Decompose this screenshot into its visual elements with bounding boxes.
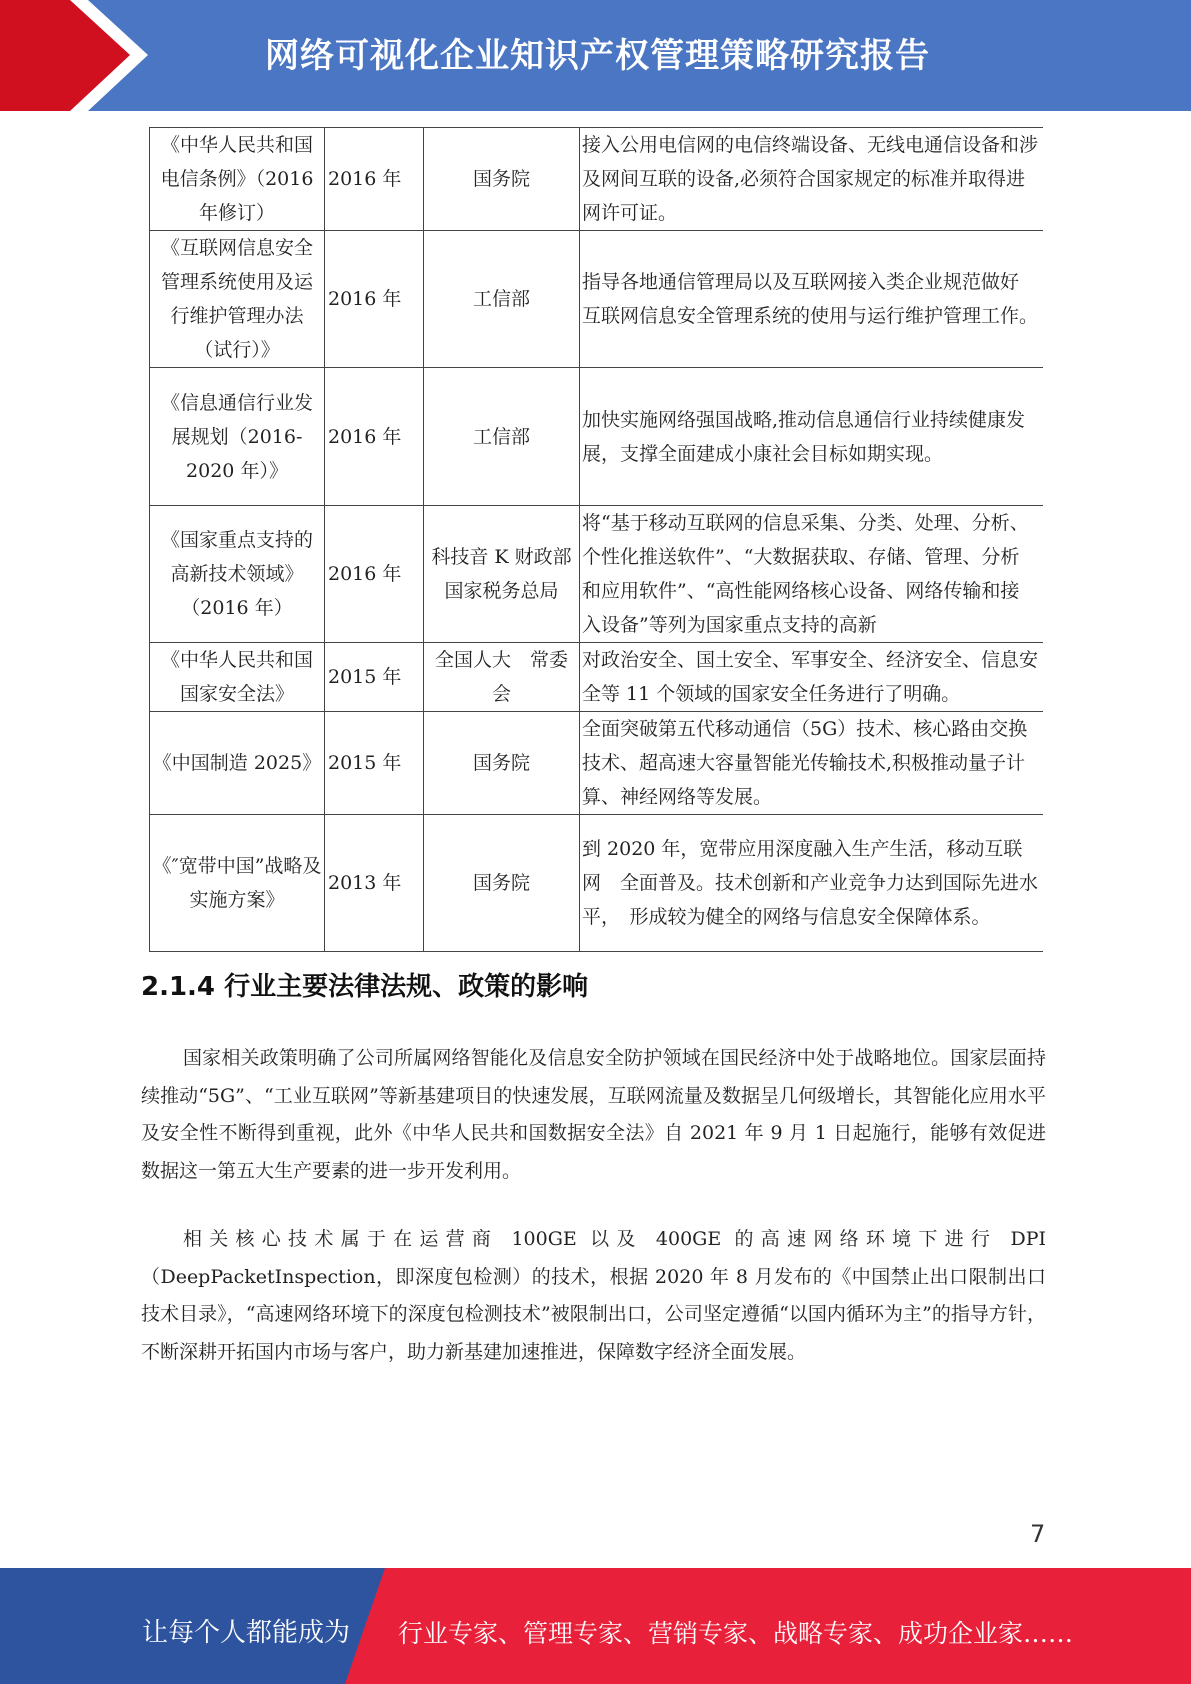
- policy-name: 《国家重点支持的高新技术领域》（2016 年）: [150, 506, 325, 643]
- policy-name: 《信息通信行业发展规划（2016-2020 年）》: [150, 368, 325, 506]
- policy-department: 国务院: [424, 712, 580, 815]
- policy-table: [149, 127, 1058, 952]
- table-row: [150, 506, 1043, 643]
- policy-department: 工信部: [424, 231, 580, 368]
- footer-slogan-left: 让每个人都能成为: [142, 1618, 351, 1648]
- table-row: [150, 712, 1043, 815]
- page-number: 7: [1030, 1520, 1046, 1548]
- table-row: [150, 231, 1043, 368]
- body-paragraph: 国家相关政策明确了公司所属网络智能化及信息安全防护领域在国民经济中处于战略地位。国家层面持续推动“5G”、“工业互联网”等新基建项目的快速发展，互联网流量及数据呈几何级增长，其智能化应用水平及安全性不断得到重视，此外《中华人民共和国数据安全法》自 2021 年 9 月 1 日起施行，能够有效促进数据这一第五大生产要素的进一步开发利用。: [141, 1047, 1046, 1182]
- policy-description: 对政治安全、国土安全、军事安全、经济安全、信息安 全等 11 个领域的国家安全任务进行了明确。: [580, 643, 1043, 712]
- policy-description: 全面突破第五代移动通信（5G）技术、核心路由交换 技术、超高速大容量智能光传输技术,积极推动量子计 算、神经网络等发展。: [580, 712, 1043, 815]
- page-header: [0, 0, 1191, 111]
- page-footer: [0, 1568, 1191, 1684]
- policy-year: 2015 年: [325, 643, 424, 712]
- table-row: [150, 815, 1043, 952]
- policy-description: 加快实施网络强国战略,推动信息通信行业持续健康发 展，支撑全面建成小康社会目标如期实现。: [580, 368, 1043, 506]
- footer-slogan-right: 行业专家、管理专家、营销专家、战略专家、成功企业家……: [398, 1619, 1074, 1648]
- policy-year: 2016 年: [325, 368, 424, 506]
- policy-description: 将“基于移动互联网的信息采集、分类、处理、分析、 个性化推送软件”、“大数据获取、存储、管理、分析 和应用软件”、“高性能网络核心设备、网络传输和接 入设备”等列为国家重点支持的高新: [580, 506, 1043, 643]
- policy-year: 2016 年: [325, 128, 424, 231]
- policy-department: 科技音 K 财政部国家税务总局: [424, 506, 580, 643]
- table-row: [150, 643, 1043, 712]
- policy-name: 《中华人民共和国国家安全法》: [150, 643, 325, 712]
- table-row: [150, 368, 1043, 506]
- table-row: [150, 128, 1043, 231]
- section-heading: 2.1.4 行业主要法律法规、政策的影响: [141, 972, 589, 1002]
- policy-year: 2016 年: [325, 506, 424, 643]
- report-title: 网络可视化企业知识产权管理策略研究报告: [265, 36, 930, 76]
- policy-name: 《中国制造 2025》: [150, 712, 325, 815]
- policy-department: 国务院: [424, 815, 580, 952]
- body-paragraph: 相关核心技术属于在运营商 100GE 以及 400GE 的高速网络环境下进行 DPI（DeepPacketInspection，即深度包检测）的技术，根据 2020 年 8 月发布的《中国禁止出口限制出口技术目录》，“高速网络环境下的深度包检测技术”被限制出口，公司坚定遵循“以国内循环为主”的指导方针，不断深耕开拓国内市场与客户，助力新基建加速推进，保障数字经济全面发展。: [141, 1228, 1046, 1363]
- policy-department: 全国人大 常委会: [424, 643, 580, 712]
- header-arrow-decoration: [0, 0, 160, 111]
- policy-department: 国务院: [424, 128, 580, 231]
- policy-description: 到 2020 年，宽带应用深度融入生产生活，移动互联网 全面普及。技术创新和产业竞争力达到国际先进水平， 形成较为健全的网络与信息安全保障体系。: [580, 815, 1043, 952]
- policy-year: 2013 年: [325, 815, 424, 952]
- policy-name: 《中华人民共和国电信条例》（2016 年修订）: [150, 128, 325, 231]
- policy-year: 2015 年: [325, 712, 424, 815]
- policy-name: 《″宽带中国”战略及实施方案》: [150, 815, 325, 952]
- policy-department: 工信部: [424, 368, 580, 506]
- policy-year: 2016 年: [325, 231, 424, 368]
- policy-description: 指导各地通信管理局以及互联网接入类企业规范做好 互联网信息安全管理系统的使用与运行维护管理工作。: [580, 231, 1043, 368]
- policy-name: 《互联网信息安全管理系统使用及运行维护管理办法（试行）》: [150, 231, 325, 368]
- policy-description: 接入公用电信网的电信终端设备、无线电通信设备和涉 及网间互联的设备,必须符合国家规定的标准并取得进 网许可证。: [580, 128, 1043, 231]
